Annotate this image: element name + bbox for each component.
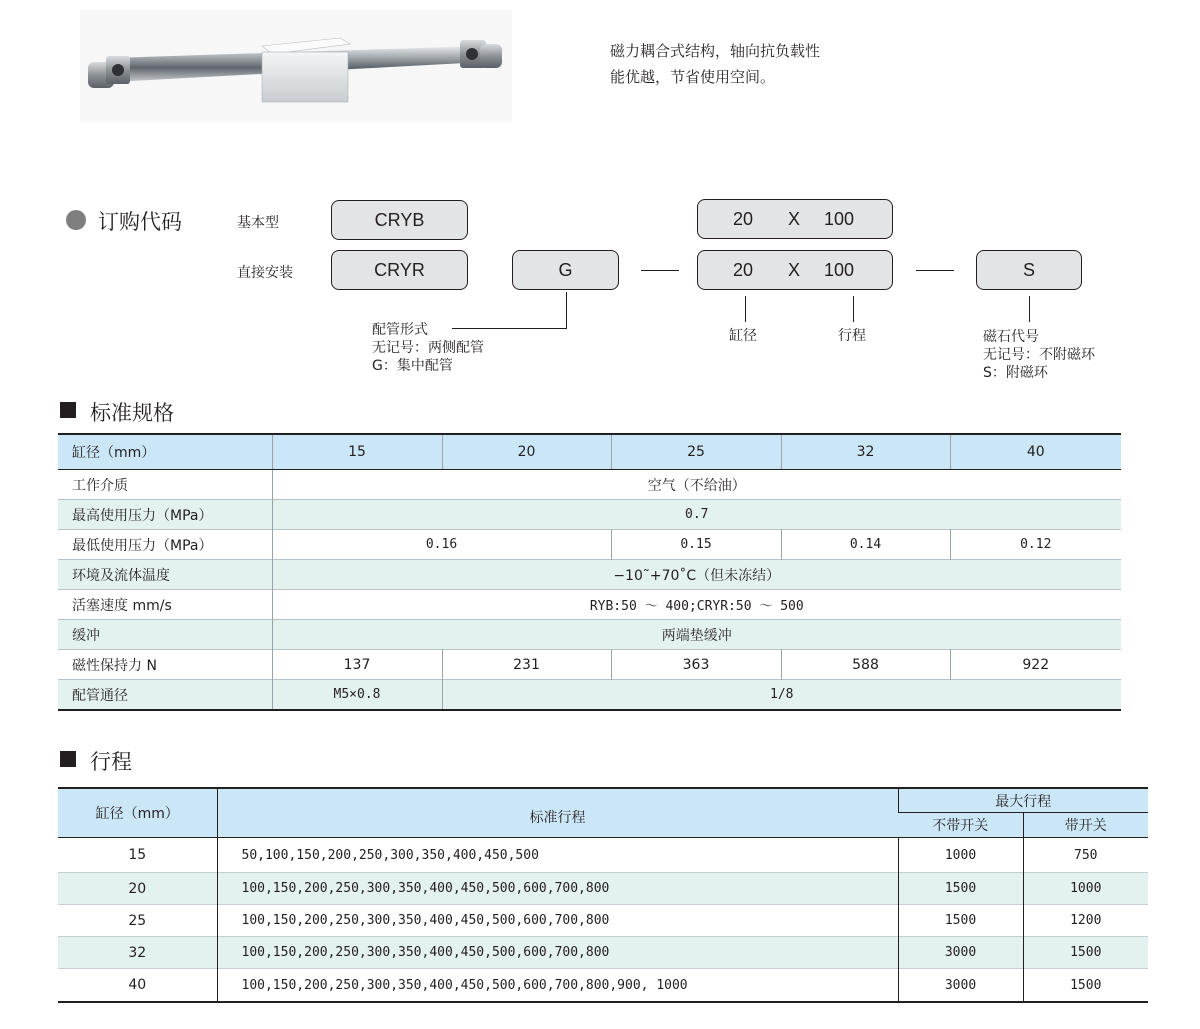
bore-stroke-code-box-1: [697, 199, 893, 239]
spec-label: 工作介质: [72, 477, 128, 494]
description-line-2: 能优越，节省使用空间。: [610, 68, 776, 86]
max-with-switch: 750: [1023, 838, 1148, 873]
stroke-row-32: [58, 937, 1148, 969]
spec-section-title: 标准规格: [90, 401, 174, 425]
bore-header: 缸径（mm）: [58, 788, 217, 838]
spec-row-max-pressure: [58, 500, 1121, 530]
bore-stroke-code-box-2: [697, 250, 893, 290]
product-description: [610, 38, 820, 90]
max-no-switch: 1500: [898, 873, 1023, 905]
piping-leader-line: [566, 292, 567, 329]
spec-table: [58, 433, 1121, 711]
spec-header-row: [58, 434, 1121, 470]
spec-value: 0.16: [272, 530, 611, 560]
bore-note: 缸径: [729, 328, 757, 344]
spec-label: 活塞速度 mm/s: [72, 597, 172, 614]
spec-label: 配管通径: [58, 680, 272, 711]
stroke-bore: 40: [58, 969, 217, 1003]
spec-value: M5×0.8: [272, 680, 442, 711]
magnet-leader-line: [1029, 296, 1030, 322]
max-with-switch: 1500: [1023, 969, 1148, 1003]
spec-value: 588: [781, 650, 950, 680]
stroke-list: 100,150,200,250,300,350,400,450,500,600,700,800: [217, 905, 898, 937]
stroke-header-row: [58, 788, 1148, 813]
max-stroke-header: 最大行程: [898, 788, 1148, 813]
max-with-switch: 1500: [1023, 937, 1148, 969]
stroke-row-20: [58, 873, 1148, 905]
stroke-bore: 20: [58, 873, 217, 905]
max-no-switch: 1500: [898, 905, 1023, 937]
with-switch-header: 带开关: [1023, 813, 1148, 838]
bore-value: 20: [733, 209, 754, 229]
bore-40: 40: [950, 434, 1121, 470]
stroke-list: 100,150,200,250,300,350,400,450,500,600,700,800,900, 1000: [217, 969, 898, 1003]
bore-15: 15: [272, 434, 442, 470]
stroke-row-40: [58, 969, 1148, 1003]
max-with-switch: 1000: [1023, 873, 1148, 905]
connector-dash: [641, 270, 679, 271]
spec-label: 缓冲: [58, 620, 272, 650]
spec-value: 363: [611, 650, 781, 680]
spec-label: 最低使用压力（MPa）: [72, 537, 213, 554]
times-sign: X: [788, 260, 801, 280]
bore-header-label: 缸径（mm）: [58, 434, 272, 470]
spec-value: 0.12: [950, 530, 1121, 560]
spec-row-port: [58, 680, 1121, 711]
bore-leader-line: [745, 296, 746, 322]
stroke-row-15: [58, 838, 1148, 873]
connector-dash: [916, 270, 954, 271]
spec-value: 0.7: [272, 500, 1121, 530]
max-no-switch: 3000: [898, 937, 1023, 969]
stroke-list: 100,150,200,250,300,350,400,450,500,600,700,800: [217, 873, 898, 905]
bore-20: 20: [442, 434, 611, 470]
spec-row-cushion: [58, 620, 1121, 650]
stroke-section-title: 行程: [90, 750, 132, 774]
piping-note-option-1: 无记号：两侧配管: [372, 340, 484, 356]
stroke-bore: 32: [58, 937, 217, 969]
piping-note: [372, 321, 484, 375]
spec-value: 137: [272, 650, 442, 680]
spec-row-medium: [58, 470, 1121, 500]
spec-value: 231: [442, 650, 611, 680]
stroke-note: 行程: [838, 328, 866, 344]
spec-value: 0.15: [611, 530, 781, 560]
spec-value: 两端垫缓冲: [272, 620, 1121, 650]
piping-note-option-2: G：集中配管: [372, 358, 453, 374]
max-no-switch: 3000: [898, 969, 1023, 1003]
magnet-code-box: S: [976, 250, 1082, 290]
max-no-switch: 1000: [898, 838, 1023, 873]
spec-label: 最高使用压力（MPa）: [58, 500, 272, 530]
stroke-row-25: [58, 905, 1148, 937]
spec-row-min-pressure: [58, 530, 1121, 560]
stroke-table: [58, 787, 1148, 1003]
bullet-dot-icon: [66, 210, 86, 230]
stroke-leader-line: [853, 296, 854, 322]
description-line-1: 磁力耦合式结构，轴向抗负载性: [610, 42, 821, 60]
rodless-cylinder-photo: [80, 10, 512, 122]
max-with-switch: 1200: [1023, 905, 1148, 937]
spec-value: 922: [950, 650, 1121, 680]
piping-note-title: 配管形式: [372, 322, 428, 338]
basic-type-label: 基本型: [237, 215, 279, 231]
stroke-bore: 25: [58, 905, 217, 937]
section-square-icon: [60, 402, 76, 418]
no-switch-header: 不带开关: [898, 813, 1023, 838]
magnet-note-option-2: S：附磁环: [983, 365, 1048, 381]
spec-value: −10˜+70˚C（但未冻结）: [272, 560, 1121, 590]
magnet-note-option-1: 无记号：不附磁环: [983, 347, 1095, 363]
spec-value: 空气（不给油）: [272, 470, 1121, 500]
section-square-icon: [60, 751, 76, 767]
stroke-list: 50,100,150,200,250,300,350,400,450,500: [217, 838, 898, 873]
spec-row-speed: [58, 590, 1121, 620]
stroke-list: 100,150,200,250,300,350,400,450,500,600,700,800: [217, 937, 898, 969]
spec-value: 1/8: [442, 680, 1121, 711]
magnet-note: [983, 328, 1095, 382]
ordering-code-title: 订购代码: [98, 210, 182, 234]
spec-label: 环境及流体温度: [58, 560, 272, 590]
standard-stroke-header: 标准行程: [217, 788, 898, 838]
piping-code-box: G: [512, 250, 619, 290]
direct-mount-label: 直接安装: [237, 265, 293, 281]
bore-25: 25: [611, 434, 781, 470]
spec-row-magnetic-force: [58, 650, 1121, 680]
stroke-value: 100: [824, 260, 855, 280]
spec-row-temperature: [58, 560, 1121, 590]
bore-32: 32: [781, 434, 950, 470]
spec-value: 0.14: [781, 530, 950, 560]
stroke-bore: 15: [58, 838, 217, 873]
magnet-note-title: 磁石代号: [983, 329, 1039, 345]
stroke-value: 100: [824, 209, 855, 229]
model-code-cryb: CRYB: [331, 200, 468, 240]
spec-label: 磁性保持力 N: [72, 657, 157, 674]
model-code-cryr: CRYR: [331, 250, 468, 290]
bore-value: 20: [733, 260, 754, 280]
times-sign: X: [788, 209, 801, 229]
spec-value: RYB:50 ～ 400;CRYR:50 ～ 500: [272, 590, 1121, 620]
